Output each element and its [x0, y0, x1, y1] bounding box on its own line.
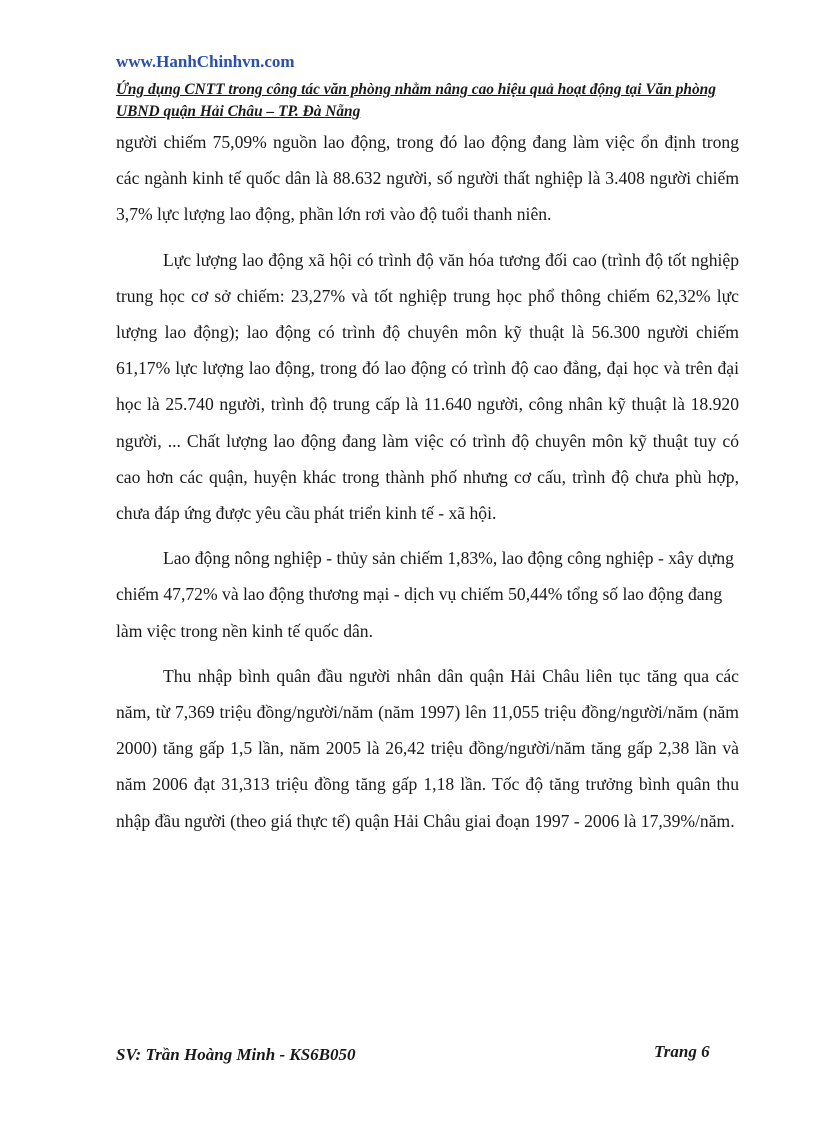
- paragraph-continuation: người chiếm 75,09% nguồn lao động, trong đó lao động đang làm việc ổn định trong các ngành kinh tế quốc dân là 88.632 người, số người thất nghiệp là 3.408 người chiếm 3,7% lực lượng lao động, phần lớn rơi vào độ tuổi thanh niên.: [116, 132, 739, 225]
- paragraph-labor-sectors: Lao động nông nghiệp - thủy sản chiếm 1,83%, lao động công nghiệp - xây dựng chiếm 47,72% và lao động thương mại - dịch vụ chiếm 50,44% tổng số lao động đang làm việc trong nền kinh tế quốc dân.: [116, 548, 734, 641]
- paragraph-income: Thu nhập bình quân đầu người nhân dân quận Hải Châu liên tục tăng qua các năm, từ 7,369 triệu đồng/người/năm (năm 1997) lên 11,055 triệu đồng/người/năm (năm 2000) tăng gấp 1,5 lần, năm 2005 là 26,42 triệu đồng/người/năm tăng gấp 2,38 lần và năm 2006 đạt 31,313 triệu đồng tăng gấp 1,18 lần. Tốc độ tăng trưởng bình quân thu nhập đầu người (theo giá thực tế) quận Hải Châu giai đoạn 1997 - 2006 là 17,39%/năm.: [116, 665, 739, 831]
- document-body: [116, 124, 739, 839]
- site-link[interactable]: www.HanhChinhvn.com: [116, 52, 295, 71]
- paragraph-labor-qualification: Lực lượng lao động xã hội có trình độ văn hóa tương đối cao (trình độ tốt nghiệp trung học cơ sở chiếm: 23,27% và tốt nghiệp trung học phổ thông chiếm 62,32% lực lượng lao động); lao động có trình độ chuyên môn kỹ thuật là 56.300 người chiếm 61,17% lực lượng lao động, trong đó lao động có trình độ cao đẳng, đại học và trên đại học là 25.740 người, trình độ trung cấp là 11.640 người, công nhân kỹ thuật là 18.920 người, ... Chất lượng lao động đang làm việc có trình độ chuyên môn kỹ thuật tuy có cao hơn các quận, huyện khác trong thành phố nhưng cơ cấu, trình độ chưa phù hợp, chưa đáp ứng được yêu cầu phát triển kinh tế - xã hội.: [116, 249, 739, 524]
- footer-page-number: Trang 6: [654, 1042, 710, 1061]
- document-header-title: Ứng dụng CNTT trong công tác văn phòng nhằm nâng cao hiệu quả hoạt động tại Văn phòng UBND quận Hải Châu – TP. Đà Nẵng: [116, 81, 716, 120]
- footer-author: SV: Trần Hoàng Minh - KS6B050: [116, 1045, 356, 1064]
